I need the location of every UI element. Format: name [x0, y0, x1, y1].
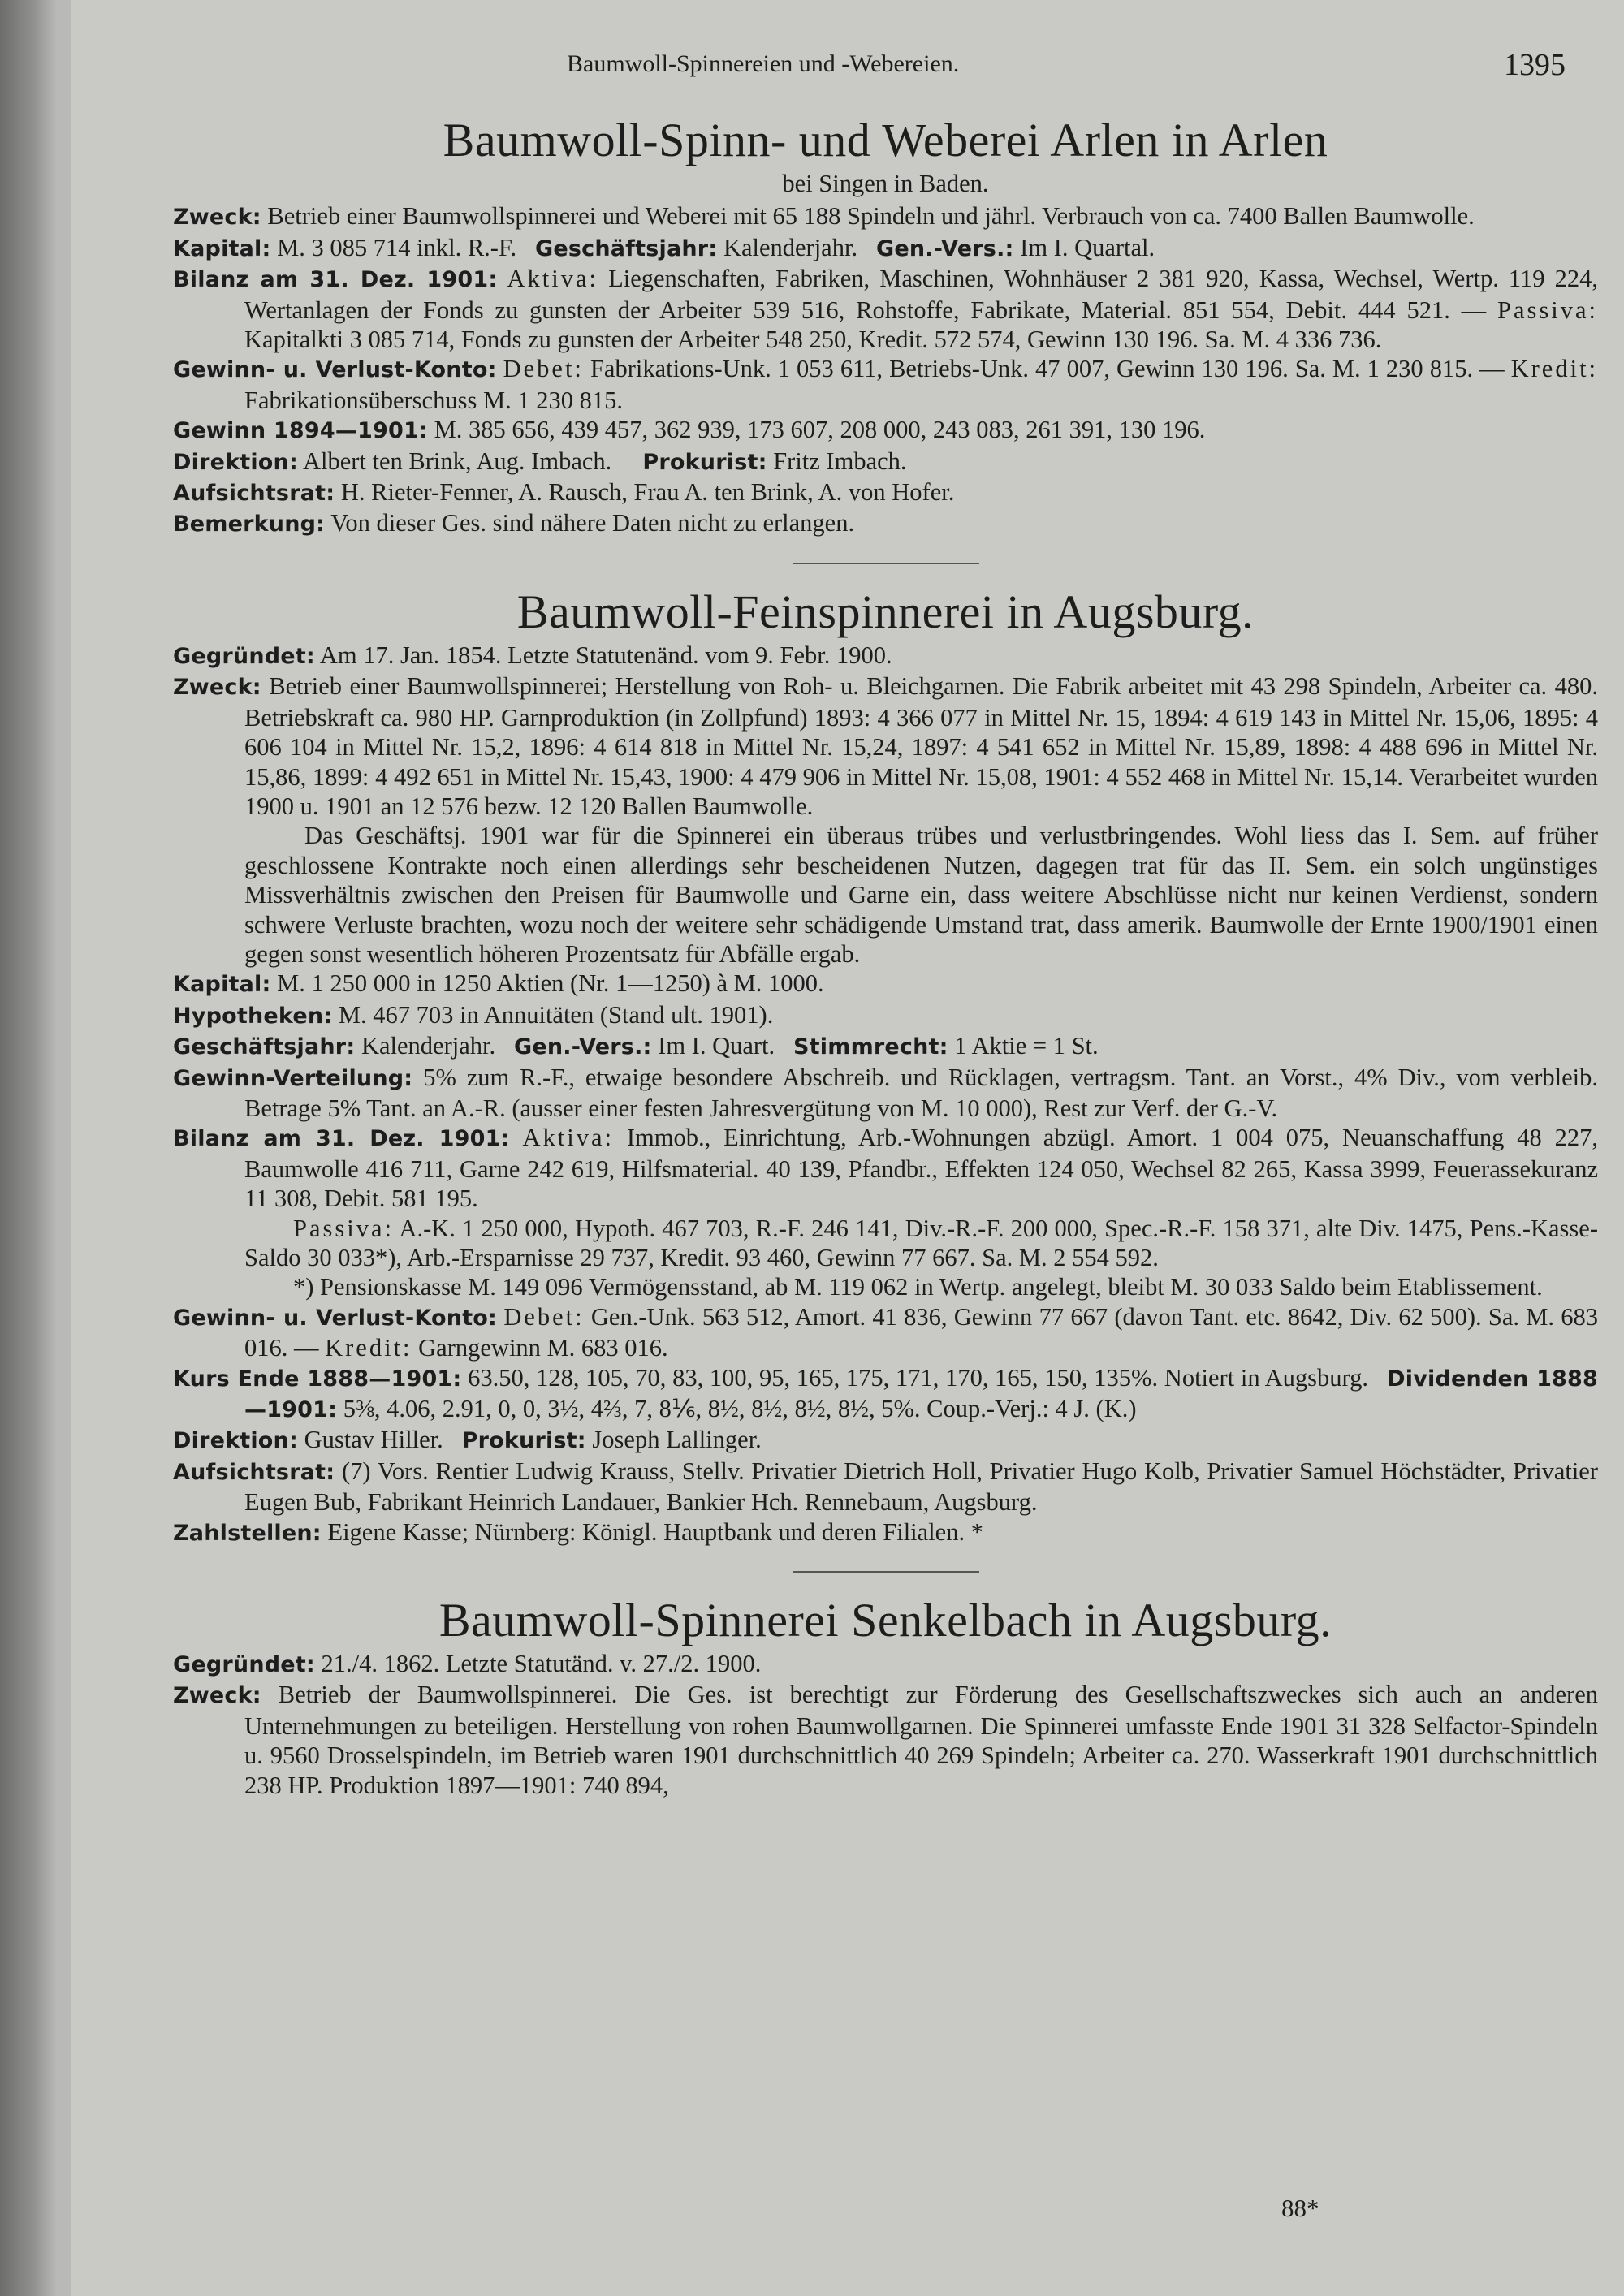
value-aufsichtsrat: (7) Vors. Rentier Ludwig Krauss, Stellv. Privatier Dietrich Holl, Privatier Hugo Kolb, Privatier Samuel Höchstädter, Privatier Eugen Bub, Fabrikant Heinrich Landauer, Bankier Hch. Rennebaum, Augsburg. [244, 1457, 1598, 1517]
value-kurs: 63.50, 128, 105, 70, 83, 100, 95, 165, 175, 171, 170, 165, 150, 135%. Notiert in Augsburg. [468, 1363, 1369, 1392]
value-zahlstellen: Eigene Kasse; Nürnberg: Königl. Hauptbank und deren Filialen. * [327, 1517, 983, 1546]
value-geschaeftsjahr: Kalenderjahr. [723, 233, 858, 261]
page-number: 1395 [1504, 48, 1566, 82]
entry-gewinn-verteilung [173, 1063, 1598, 1124]
label-aufsichtsrat: Aufsichtsrat: [173, 1459, 335, 1485]
footnote-text: *) Pensionskasse M. 149 096 Vermögensstand, ab M. 119 062 in Wertp. angelegt, bleibt M. 30 033 Saldo beim Etablissement. [293, 1273, 1543, 1301]
entry-kurs [173, 1363, 1598, 1426]
entry-gegruendet [173, 1649, 1598, 1680]
label-gegruendet: Gegründet: [173, 643, 315, 669]
entry-direktion [173, 447, 1598, 477]
entry-hypotheken [173, 1000, 1598, 1031]
label-kurs: Kurs Ende 1888—1901: [173, 1366, 462, 1392]
label-gewinn-verteilung: Gewinn-Verteilung: [173, 1065, 413, 1091]
label-prokurist: Prokurist: [642, 449, 767, 475]
value-direktion: Albert ten Brink, Aug. Imbach. [302, 447, 612, 475]
label-gen-vers: Gen.-Vers.: [513, 1034, 652, 1060]
label-kredit: Kredit: [325, 1334, 412, 1362]
label-aufsichtsrat: Aufsichtsrat: [173, 481, 335, 507]
value-passiva: Kapitalkti 3 085 714, Fonds zu gunsten der Arbeiter 548 250, Kredit. 572 574, Gewinn 130 196. Sa. M. 4 336 736. [244, 326, 1382, 354]
label-direktion: Direktion: [173, 1428, 298, 1454]
value-stimmrecht: 1 Aktie = 1 St. [954, 1032, 1099, 1060]
running-head [71, 50, 1566, 83]
value-direktion: Gustav Hiller. [304, 1426, 443, 1454]
entry-guv [173, 354, 1598, 415]
company-subtitle-arlen: bei Singen in Baden. [782, 170, 989, 197]
label-debet: Debet: [503, 355, 584, 383]
label-kredit: Kredit: [1510, 355, 1599, 383]
value-gewinn: M. 385 656, 439 457, 362 939, 173 607, 208 000, 243 083, 261 391, 130 196. [434, 416, 1206, 444]
value-passiva: A.-K. 1 250 000, Hypoth. 467 703, R.-F. 246 141, Div.-R.-F. 200 000, Spec.-R.-F. 158 371, alte Div. 1475, Pens.-Kasse-Saldo 30 033*), Arb.-Ersparnisse 29 737, Kredit. 93 460, Gewinn 77 667. Sa. M. 2 554 592. [244, 1214, 1598, 1271]
company-title-arlen: Baumwoll-Spinn- und Weberei Arlen in Arlen [443, 114, 1328, 166]
signature-mark: 88* [1281, 2194, 1320, 2222]
entry-bilanz [173, 264, 1598, 354]
company-title-feinspinnerei: Baumwoll-Feinspinnerei in Augsburg. [516, 585, 1255, 638]
label-kapital: Kapital: [173, 235, 271, 261]
label-debet: Debet: [503, 1302, 585, 1331]
label-guv: Gewinn- u. Verlust-Konto: [173, 357, 497, 383]
label-prokurist: Prokurist: [461, 1428, 586, 1454]
label-zweck: Zweck: [173, 1683, 261, 1709]
label-zweck: Zweck: [173, 205, 261, 231]
entry-aufsichtsrat [173, 1457, 1598, 1517]
label-zahlstellen: Zahlstellen: [173, 1520, 322, 1546]
entry-zweck [173, 201, 1598, 232]
value-kredit: Garngewinn M. 683 016. [418, 1334, 668, 1362]
text-column [173, 114, 1598, 1800]
section-divider [793, 563, 979, 564]
value-prokurist: Joseph Lallinger. [592, 1426, 762, 1454]
value-zweck: Betrieb einer Baumwollspinnerei und Weberei mit 65 188 Spindeln und jährl. Verbrauch von ca. 7400 Ballen Baumwolle. [267, 202, 1475, 231]
value-gewinn-verteilung: 5% zum R.-F., etwaige besondere Abschreib. und Rücklagen, vertragsm. Tant. an Vorst., 4% Div., vom verbleib. Betrage 5% Tant. an A.-R. (ausser einer festen Jahresvergütung von M. 10 000), Rest zur Verf. der G.-V. [244, 1063, 1599, 1122]
value-aktiva: Immob., Einrichtung, Arb.-Wohnungen abzügl. Amort. 1 004 075, Neuanschaffung 48 227, Baumwolle 416 711, Garne 242 619, Hilfsmaterial. 40 139, Pfandbr., Effekten 124 050, Wechsel 82 265, Kassa 3999, Feuerassekuranz 11 308, Debit. 581 195. [244, 1124, 1599, 1213]
label-kapital: Kapital: [173, 972, 271, 998]
footnote [173, 1272, 1598, 1301]
value-kredit: Fabrikationsüberschuss M. 1 230 815. [244, 386, 623, 414]
label-bilanz: Bilanz am 31. Dez. 1901: [173, 267, 498, 293]
label-gewinn: Gewinn 1894—1901: [173, 418, 429, 444]
label-stimmrecht: Stimmrecht: [793, 1034, 948, 1060]
entry-zweck [173, 671, 1598, 821]
entry-kapital [173, 969, 1598, 999]
label-bilanz: Bilanz am 31. Dez. 1901: [173, 1126, 510, 1152]
label-gen-vers: Gen.-Vers.: [875, 235, 1014, 261]
value-zweck: Betrieb der Baumwollspinnerei. Die Ges. ist berechtigt zur Förderung des Gesellschaftszweckes sich auch an anderen Unternehmungen zu beteiligen. Herstellung von rohen Baumwollgarnen. Die Spinnerei umfasste Ende 1901 31 328 Selfactor-Spindeln u. 9560 Drosselspindeln, im Betrieb waren 1901 durchschnittlich 40 269 Spindeln; Arbeiter ca. 270. Wasserkraft 1901 durchschnittlich 238 HP. Produktion 1897—1901: 740 894, [244, 1681, 1599, 1799]
label-gegruendet: Gegründet: [173, 1652, 315, 1678]
value-dividenden: 5⅜, 4.06, 2.91, 0, 0, 3½, 4⅔, 7, 8⅙, 8½, 8½, 8½, 8½, 5%. Coup.-Verj.: 4 J. (K.) [343, 1395, 1137, 1423]
value-kapital: M. 3 085 714 inkl. R.-F. [277, 233, 517, 261]
label-dividenden: Dividenden 1888—1901: [244, 1366, 1599, 1423]
entry-gegruendet [173, 641, 1598, 671]
entry-aufsichtsrat [173, 477, 1598, 508]
value-geschaeftsjahr: Kalenderjahr. [361, 1032, 496, 1060]
entry-geschaeftsjahr [173, 1031, 1598, 1062]
entry-bilanz [173, 1123, 1598, 1213]
entry-passiva [173, 1214, 1598, 1273]
entry-guv [173, 1302, 1598, 1363]
value-kapital: M. 1 250 000 in 1250 Aktien (Nr. 1—1250) à M. 1000. [277, 969, 824, 998]
label-hypotheken: Hypotheken: [173, 1003, 333, 1029]
label-zweck: Zweck: [173, 675, 261, 701]
label-passiva: Passiva: [293, 1214, 394, 1242]
value-debet: Gen.-Unk. 563 512, Amort. 41 836, Gewinn 77 667 (davon Tant. etc. 8642, Div. 62 500). Sa. M. 683 016. — [244, 1302, 1599, 1362]
label-direktion: Direktion: [173, 449, 298, 475]
entry-zweck [173, 1680, 1598, 1800]
value-gen-vers: Im I. Quart. [658, 1032, 775, 1060]
body-paragraph: Das Geschäftsj. 1901 war für die Spinnerei ein überaus trübes und verlustbringendes. Wohl liess das I. Sem. auf früher geschlossene Kontrakte noch einen allerdings sehr bescheidenen Nutzen, dagegen trat für das II. Sem. ein solch ungünstiges Missverhältnis zwischen den Preisen für Baumwolle und Garne ein, dass weitere Abschlüsse nicht nur keinen Verdienst, sondern schwere Verluste brachten, wozu noch der weitere sehr schädigende Umstand trat, dass amerik. Baumwolle der Ernte 1900/1901 einen gegen sonst wesentlich höheren Prozentsatz für Abfälle ergab. [244, 822, 1598, 968]
entry-direktion [173, 1425, 1598, 1456]
entry-zahlstellen [173, 1517, 1598, 1548]
label-guv: Gewinn- u. Verlust-Konto: [173, 1305, 498, 1331]
label-aktiva: Aktiva: [507, 265, 598, 293]
label-passiva: Passiva: [1497, 296, 1599, 324]
entry-bemerkung [173, 508, 1598, 539]
value-bemerkung: Von dieser Ges. sind nähere Daten nicht zu erlangen. [330, 509, 855, 537]
document-page [71, 0, 1624, 2296]
value-hypotheken: M. 467 703 in Annuitäten (Stand ult. 1901). [338, 1000, 774, 1029]
value-debet: Fabrikations-Unk. 1 053 611, Betriebs-Unk. 47 007, Gewinn 130 196. Sa. M. 1 230 815. — [590, 355, 1505, 383]
label-geschaeftsjahr: Geschäftsjahr: [534, 235, 718, 261]
value-prokurist: Fritz Imbach. [773, 447, 907, 475]
company-title-senkelbach: Baumwoll-Spinnerei Senkelbach in Augsburg. [438, 1594, 1332, 1647]
entry-kapital [173, 233, 1598, 264]
label-geschaeftsjahr: Geschäftsjahr: [173, 1034, 356, 1060]
value-zweck: Betrieb einer Baumwollspinnerei; Herstellung von Roh- u. Bleichgarnen. Die Fabrik arbeitet mit 43 298 Spindeln, Arbeiter ca. 480. Betriebskraft ca. 980 HP. Garnproduktion (in Zollpfund) 1893: 4 366 077 in Mittel Nr. 15, 1894: 4 619 143 in Mittel Nr. 15,06, 1895: 4 606 104 in Mittel Nr. 15,2, 1896: 4 614 818 in Mittel Nr. 15,24, 1897: 4 541 652 in Mittel Nr. 15,89, 1898: 4 488 696 in Mittel Nr. 15,86, 1899: 4 492 651 in Mittel Nr. 15,43, 1900: 4 479 906 in Mittel Nr. 15,08, 1901: 4 552 468 in Mittel Nr. 15,14. Verarbeitet wurden 1900 u. 1901 an 12 576 bezw. 12 120 Ballen Baumwolle. [244, 672, 1598, 820]
running-title: Baumwoll-Spinnereien und -Webereien. [567, 50, 960, 77]
label-bemerkung: Bemerkung: [173, 511, 326, 537]
section-divider [793, 1571, 979, 1573]
value-gegruendet: Am 17. Jan. 1854. Letzte Statutenänd. vom 9. Febr. 1900. [319, 641, 892, 669]
page-gutter-shadow [0, 0, 57, 2296]
value-aufsichtsrat: H. Rieter-Fenner, A. Rausch, Frau A. ten Brink, A. von Hofer. [340, 478, 955, 507]
entry-gewinn-history [173, 415, 1598, 446]
label-aktiva: Aktiva: [522, 1124, 614, 1152]
value-gen-vers: Im I. Quartal. [1020, 233, 1155, 261]
value-gegruendet: 21./4. 1862. Letzte Statutänd. v. 27./2. 1900. [321, 1650, 762, 1678]
value-aktiva: Liegenschaften, Fabriken, Maschinen, Wohnhäuser 2 381 920, Kassa, Wechsel, Wertp. 119 224, Wertanlagen der Fonds zu gunsten der Arbeiter 539 516, Rohstoffe, Fabrikate, Material. 851 554, Debit. 444 521. — [244, 265, 1599, 324]
